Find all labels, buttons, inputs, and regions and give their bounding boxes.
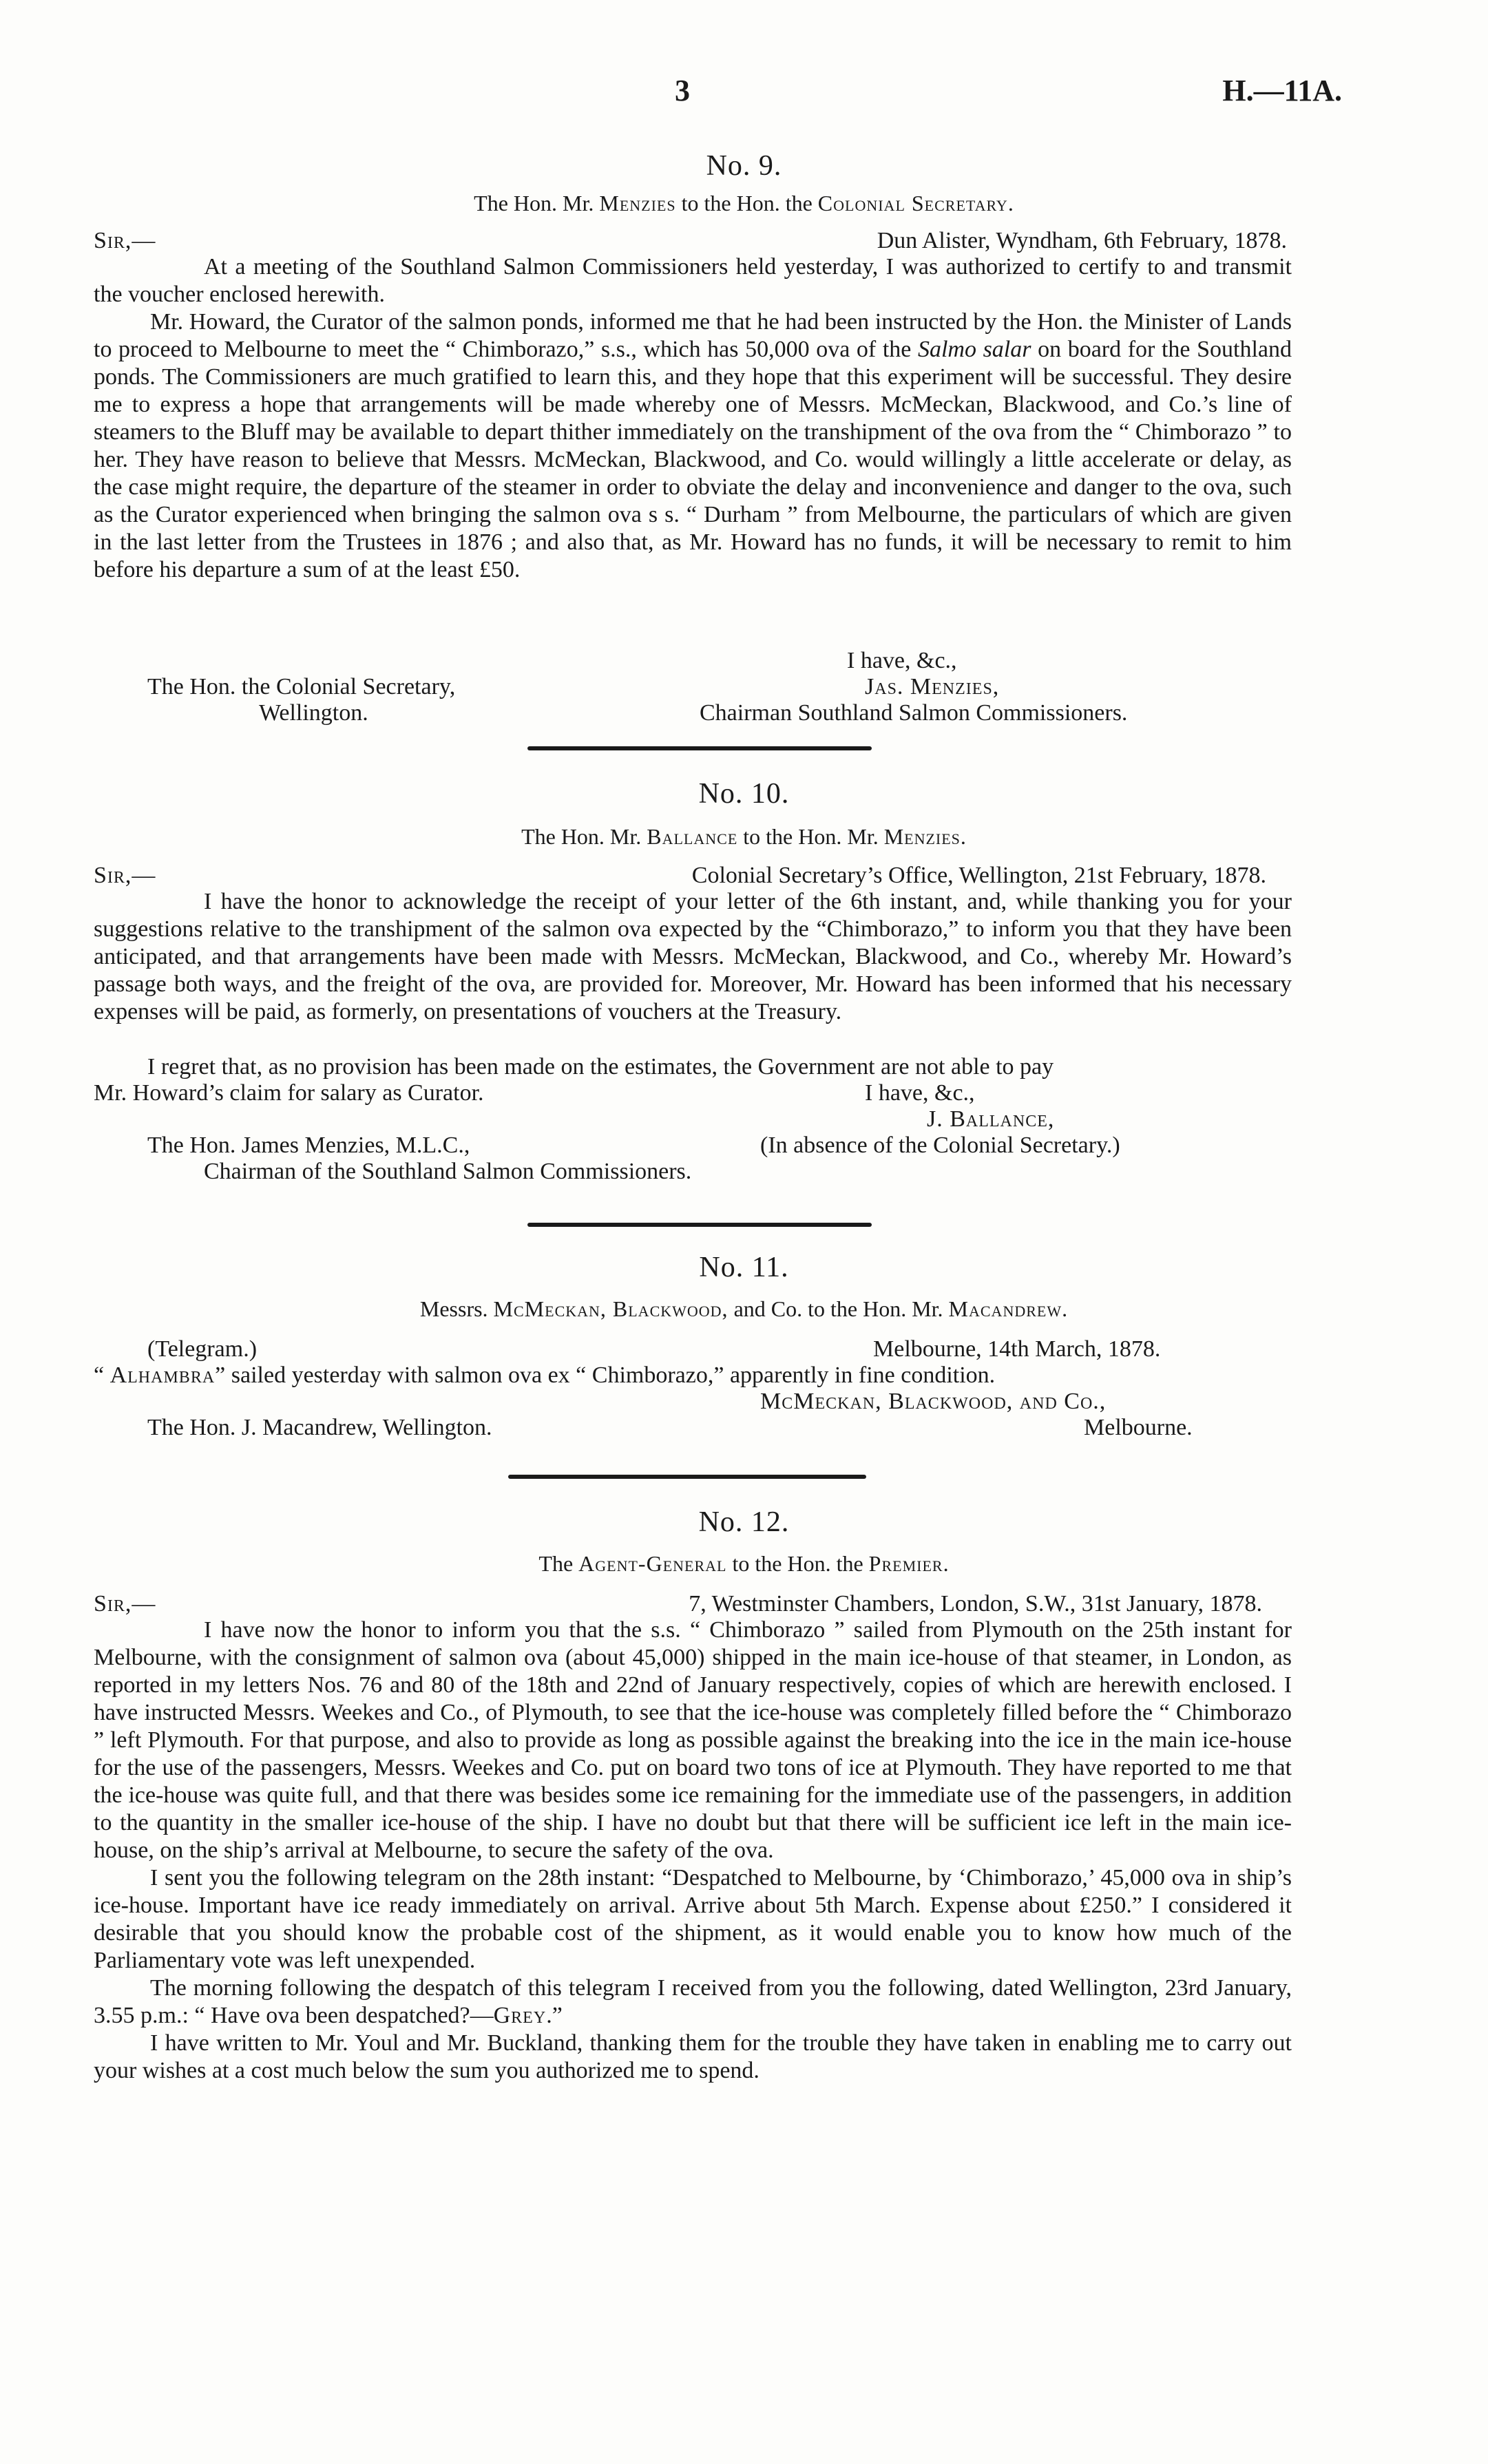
doc10-body [94,888,1292,1026]
document-reference: H.—11A. [1222,74,1342,107]
doc12-paragraph-2: I sent you the following telegram on the 28th instant: “Despatched to Melbourne, by ‘Chimborazo,’ 45,000 ova in ship’s ice-house. Important have ice ready immediately on arrival. Arrive about 5th March. Expense about £250.” I considered it desirable that you should know the probable cost of the shipment, as it would enable you to know how much of the Parliamentary vote was left unexpended. [94,1865,1292,1973]
doc12-heading: The Agent-General to the Hon. the Premier. [538,1551,950,1576]
doc10-paragraph-2-line1: I regret that, as no provision has been made on the estimates, the Government are not able to pay [147,1054,1054,1080]
doc11-message: “ Alhambra” sailed yesterday with salmon ova ex “ Chimborazo,” apparently in fine condition. [94,1362,996,1388]
doc9-addressee-line1: The Hon. the Colonial Secretary, [147,674,456,699]
doc11-heading: Messrs. McMeckan, Blackwood, and Co. to the Hon. Mr. Macandrew. [419,1296,1069,1321]
doc10-heading: The Hon. Mr. Ballance to the Hon. Mr. Menzies. [521,824,967,849]
doc11-signature-place: Melbourne. [1084,1415,1193,1440]
doc9-addressee-line2: Wellington. [259,700,368,726]
doc12-paragraph-3: The morning following the despatch of this telegram I received from you the following, dated Wellington, 23rd January, 3.55 p.m.: “ Have ova been despatched?—Grey.” [94,1975,1292,2028]
doc11-dateline: Melbourne, 14th March, 1878. [873,1336,1161,1362]
page-number: 3 [675,74,690,107]
doc9-signature-title: Chairman Southland Salmon Commissioners. [700,700,1128,726]
doc9-signature: Jas. Menzies, [865,674,1000,699]
doc9-heading: The Hon. Mr. Menzies to the Hon. the Colonial Secretary. [474,191,1014,215]
doc10-addressee-line2: Chairman of the Southland Salmon Commissioners. [204,1159,692,1184]
separator-rule [527,746,872,750]
doc9-salutation: Sir,— [94,228,156,253]
doc9-closing: I have, &c., [847,648,957,673]
doc9-dateline: Dun Alister, Wyndham, 6th February, 1878. [877,228,1287,253]
doc12-paragraph-1: I have now the honor to inform you that the s.s. “ Chimborazo ” sailed from Plymouth on the 25th instant for Melbourne, with the consignment of salmon ova (about 45,000) shipped in the main ice-house of that steamer, in London, as reported in my letters Nos. 76 and 80 of the 18th and 22nd of January respectively, copies of which are herewith enclosed. I have instructed Messrs. Weekes and Co., of Plymouth, to see that the ice-house was completely filled before the “ Chimborazo ” left Plymouth. For that purpose, and also to provide as long as possible against the breaking into the ice in the main ice-house for the use of the passengers, Messrs. Weekes and Co. put on board two tons of ice at Plymouth. They have reported to me that the ice-house was quite full, and that there was besides some ice remaining for the immediate use of the passengers, in addition to the quantity in the smaller ice-house of the ship. I have no doubt but that there will be sufficient ice left in the main ice-house, on the ship’s arrival at Melbourne, to secure the safety of the ova. [94,1617,1292,1863]
doc9-paragraph-2: Mr. Howard, the Curator of the salmon ponds, informed me that he had been instructed by the Hon. the Minister of Lands to proceed to Melbourne to meet the “ Chimborazo,” s.s., which has 50,000 ova of the Salmo salar on board for the Southland ponds. The Commissioners are much gratified to learn this, and they hope that this experiment will be successful. They desire me to express a hope that arrangements will be made whereby one of Messrs. McMeckan, Blackwood, and Co.’s line of steamers to the Bluff may be available to depart thither immediately on the transhipment of the ova from the “ Chimborazo ” to her. They have reason to believe that Messrs. McMeckan, Blackwood, and Co. would willingly a little accelerate or delay, as the case might require, the departure of the steamer in order to obviate the delay and inconvenience and danger to the ova, such as the Curator experienced when bringing the salmon ova s s. “ Durham ” from Melbourne, the particulars of which are given in the last letter from the Trustees in 1876 ; and also that, as Mr. Howard has no funds, it will be necessary to remit to him before his departure a sum of at the least £50. [94,309,1292,582]
doc11-signature: McMeckan, Blackwood, and Co., [760,1389,1107,1414]
doc11-number: No. 11. [699,1252,789,1283]
separator-rule [527,1223,872,1227]
doc11-addressee: The Hon. J. Macandrew, Wellington. [147,1415,492,1440]
doc11-telegram-label: (Telegram.) [147,1336,258,1362]
doc9-number: No. 9. [706,150,782,182]
separator-rule [508,1475,866,1479]
doc10-closing: I have, &c., [865,1080,975,1106]
doc9-paragraph-1: At a meeting of the Southland Salmon Commissioners held yesterday, I was authorized to certify to and transmit the voucher enclosed herewith. [94,254,1292,307]
doc12-dateline: 7, Westminster Chambers, London, S.W., 31st January, 1878. [689,1591,1262,1617]
doc10-paragraph-1: I have the honor to acknowledge the receipt of your letter of the 6th instant, and, while thanking you for your suggestions relative to the transhipment of the salmon ova expected by the “Chimborazo,” to inform you that they have been anticipated, and that arrangements have been made with Messrs. McMeckan, Blackwood, and Co., whereby Mr. Howard’s passage both ways, and the freight of the ova, are provided for. Moreover, Mr. Howard has been informed that his necessary expenses will be paid, as formerly, on presentations of vouchers at the Treasury. [94,889,1292,1024]
doc12-paragraph-4: I have written to Mr. Youl and Mr. Buckland, thanking them for the trouble they have taken in enabling me to carry out your wishes at a cost much below the sum you authorized me to spend. [94,2030,1292,2083]
doc10-signature-title: (In absence of the Colonial Secretary.) [760,1133,1120,1158]
doc10-paragraph-2-line2: Mr. Howard’s claim for salary as Curator. [94,1080,484,1106]
doc9-body [94,253,1292,584]
doc12-number: No. 12. [698,1506,790,1538]
doc10-signature: J. Ballance, [927,1106,1055,1132]
doc10-addressee-line1: The Hon. James Menzies, M.L.C., [147,1133,470,1158]
doc12-body [94,1617,1292,2085]
doc10-dateline: Colonial Secretary’s Office, Wellington, 21st February, 1878. [691,863,1266,888]
doc12-salutation: Sir,— [94,1591,156,1617]
doc10-salutation: Sir,— [94,863,156,888]
doc10-number: No. 10. [698,778,790,810]
